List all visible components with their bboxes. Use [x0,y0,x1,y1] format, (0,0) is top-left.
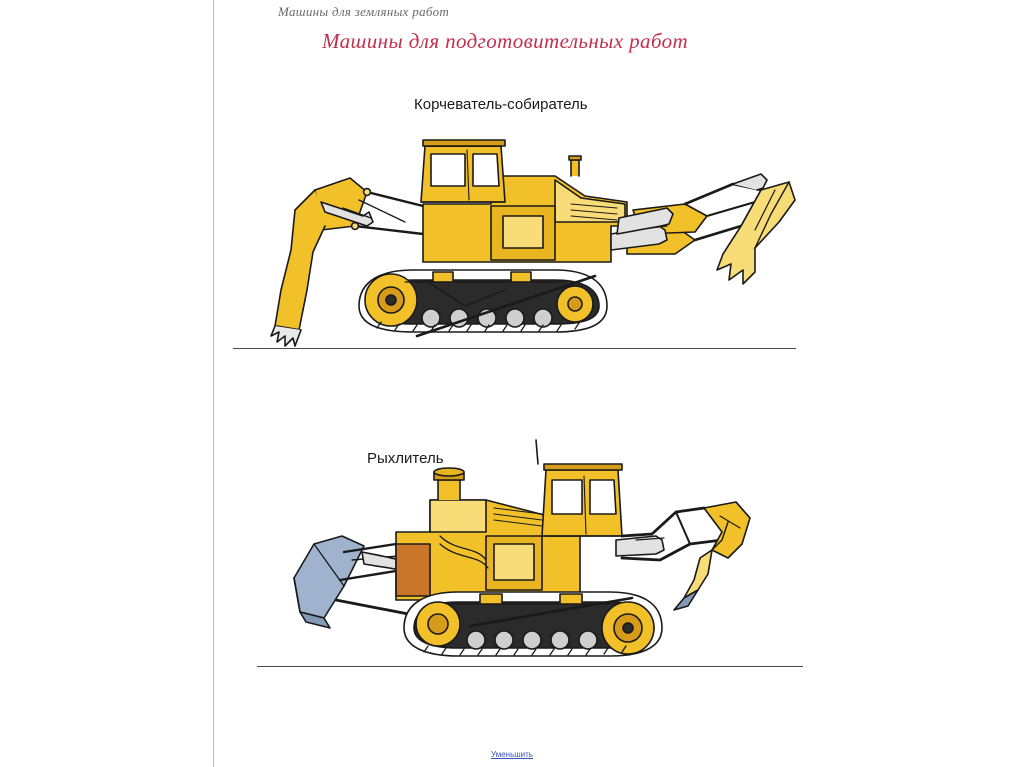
page-title: Машины для подготовительных работ [322,29,689,53]
figure-caption-ripper: Рыхлитель [367,450,444,467]
ground-line-bottom [257,666,803,667]
illustration-grubber-collector [255,130,800,355]
illustration-ripper [280,440,780,675]
ground-line-top [233,348,796,349]
figure-caption-grubber: Корчеватель-собиратель [414,96,588,113]
reduce-link[interactable]: Уменьшить [491,750,533,759]
slide-frame-rule [213,0,214,767]
header-note: Машины для земляных работ [278,4,450,19]
